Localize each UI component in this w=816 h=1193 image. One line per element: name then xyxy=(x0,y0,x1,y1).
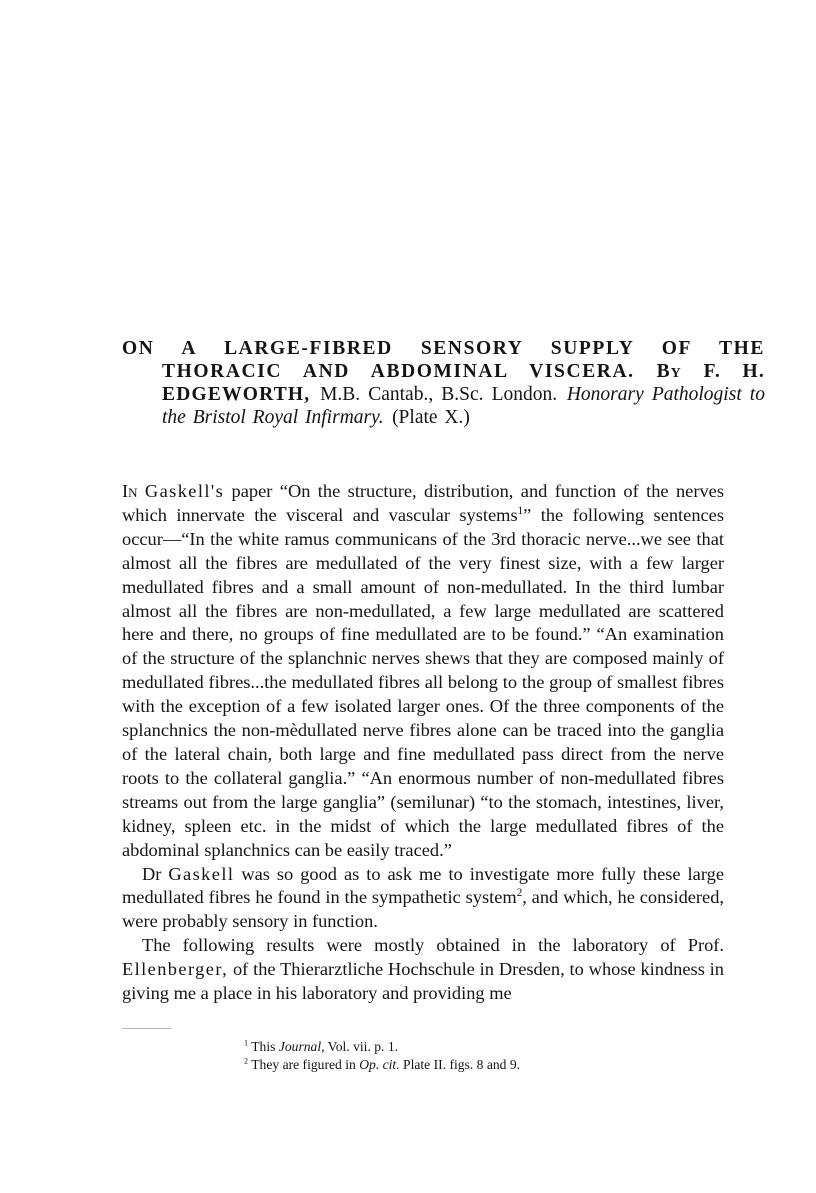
para3-text-b: of the Thierarztliche Hochschule in Dresden, to whose kindness in giving me a place in his laboratory and providing me xyxy=(122,959,724,1004)
para2-name: Gaskell xyxy=(168,863,235,884)
footnote-1-journal: Journal, xyxy=(278,1039,325,1054)
footnote-2-pre: They are figured in xyxy=(251,1057,356,1072)
author-degrees: M.B. Cantab., B.Sc. London. xyxy=(320,384,558,405)
footnote-divider xyxy=(122,1028,172,1029)
paragraph-3 xyxy=(122,934,724,1006)
footnote-1-pre: This xyxy=(251,1039,276,1054)
para3-text-a: The following results were mostly obtained in the laboratory of Prof. xyxy=(142,935,724,956)
para1-text-b: ” the following sentences occur—“In the white ramus communicans of the 3rd thoracic nerve...we see that almost all the fibres are medullated of the very finest size, with a few larger medullated fibres and a small amount of non-medullated. In the third lumbar almost all the fibres are non-medullated, a few large medullated are scattered here and there, no groups of fine medullated are to be found.” “An examination of the structure of the splanchnic nerves shews that they are composed mainly of medullated fibres...the medullated fibres all belong to the group of smallest fibres with the exception of a few isolated larger ones. Of the three components of the splanchnics the non-mèdullated nerve fibres alone can be traced into the ganglia of the lateral chain, both large and fine medullated pass direct from the nerve roots to the collateral ganglia.” “An enormous number of non-medullated fibres streams out from the large ganglia” (semilunar) “to the stomach, intestines, liver, kidney, spleen etc. in the midst of which the large medullated fibres of the abdominal splanchnics can be easily traced.” xyxy=(122,504,724,860)
article-title xyxy=(122,337,765,429)
footnote-1-num: 1 xyxy=(244,1038,249,1048)
para2-text-b: , and which, he considered, were probably sensory in function. xyxy=(122,887,725,932)
title-by: By xyxy=(656,361,682,382)
footnote-ref-2: 2 xyxy=(516,887,523,900)
article-body xyxy=(122,480,724,1006)
para1-lead: In xyxy=(122,481,138,501)
paragraph-1 xyxy=(122,480,724,863)
footnote-2-opcit: Op. cit. xyxy=(359,1057,400,1072)
footnote-1-post: Vol. vii. p. 1. xyxy=(327,1039,399,1054)
footnote-2 xyxy=(244,1056,724,1074)
para1-text-a: paper “On the structure, distribution, and function of the nerves which innervate the visceral and vascular systems xyxy=(122,481,724,525)
paragraph-2 xyxy=(122,863,724,935)
para1-name: Gaskell's xyxy=(144,481,225,501)
footnote-ref-1: 1 xyxy=(517,504,524,517)
author-name: F. H. EDGEWORTH, xyxy=(162,361,765,405)
para3-name: Ellenberger, xyxy=(122,959,229,980)
footnotes xyxy=(244,1038,724,1074)
footnote-2-post: Plate II. figs. 8 and 9. xyxy=(403,1057,521,1072)
title-main: ON A LARGE-FIBRED SENSORY SUPPLY OF THE THORACIC AND ABDOMINAL VISCERA. xyxy=(122,338,765,382)
para2-pre: Dr xyxy=(142,863,162,884)
plate-reference: (Plate X.) xyxy=(392,407,470,428)
author-affiliation: Honorary Pathologist to the Bristol Royal Infirmary. xyxy=(162,384,765,428)
footnote-1 xyxy=(244,1038,724,1056)
footnote-2-num: 2 xyxy=(244,1056,249,1066)
para2-text-a: was so good as to ask me to investigate more fully these large medullated fibres he found in the sympathetic system xyxy=(122,863,724,908)
